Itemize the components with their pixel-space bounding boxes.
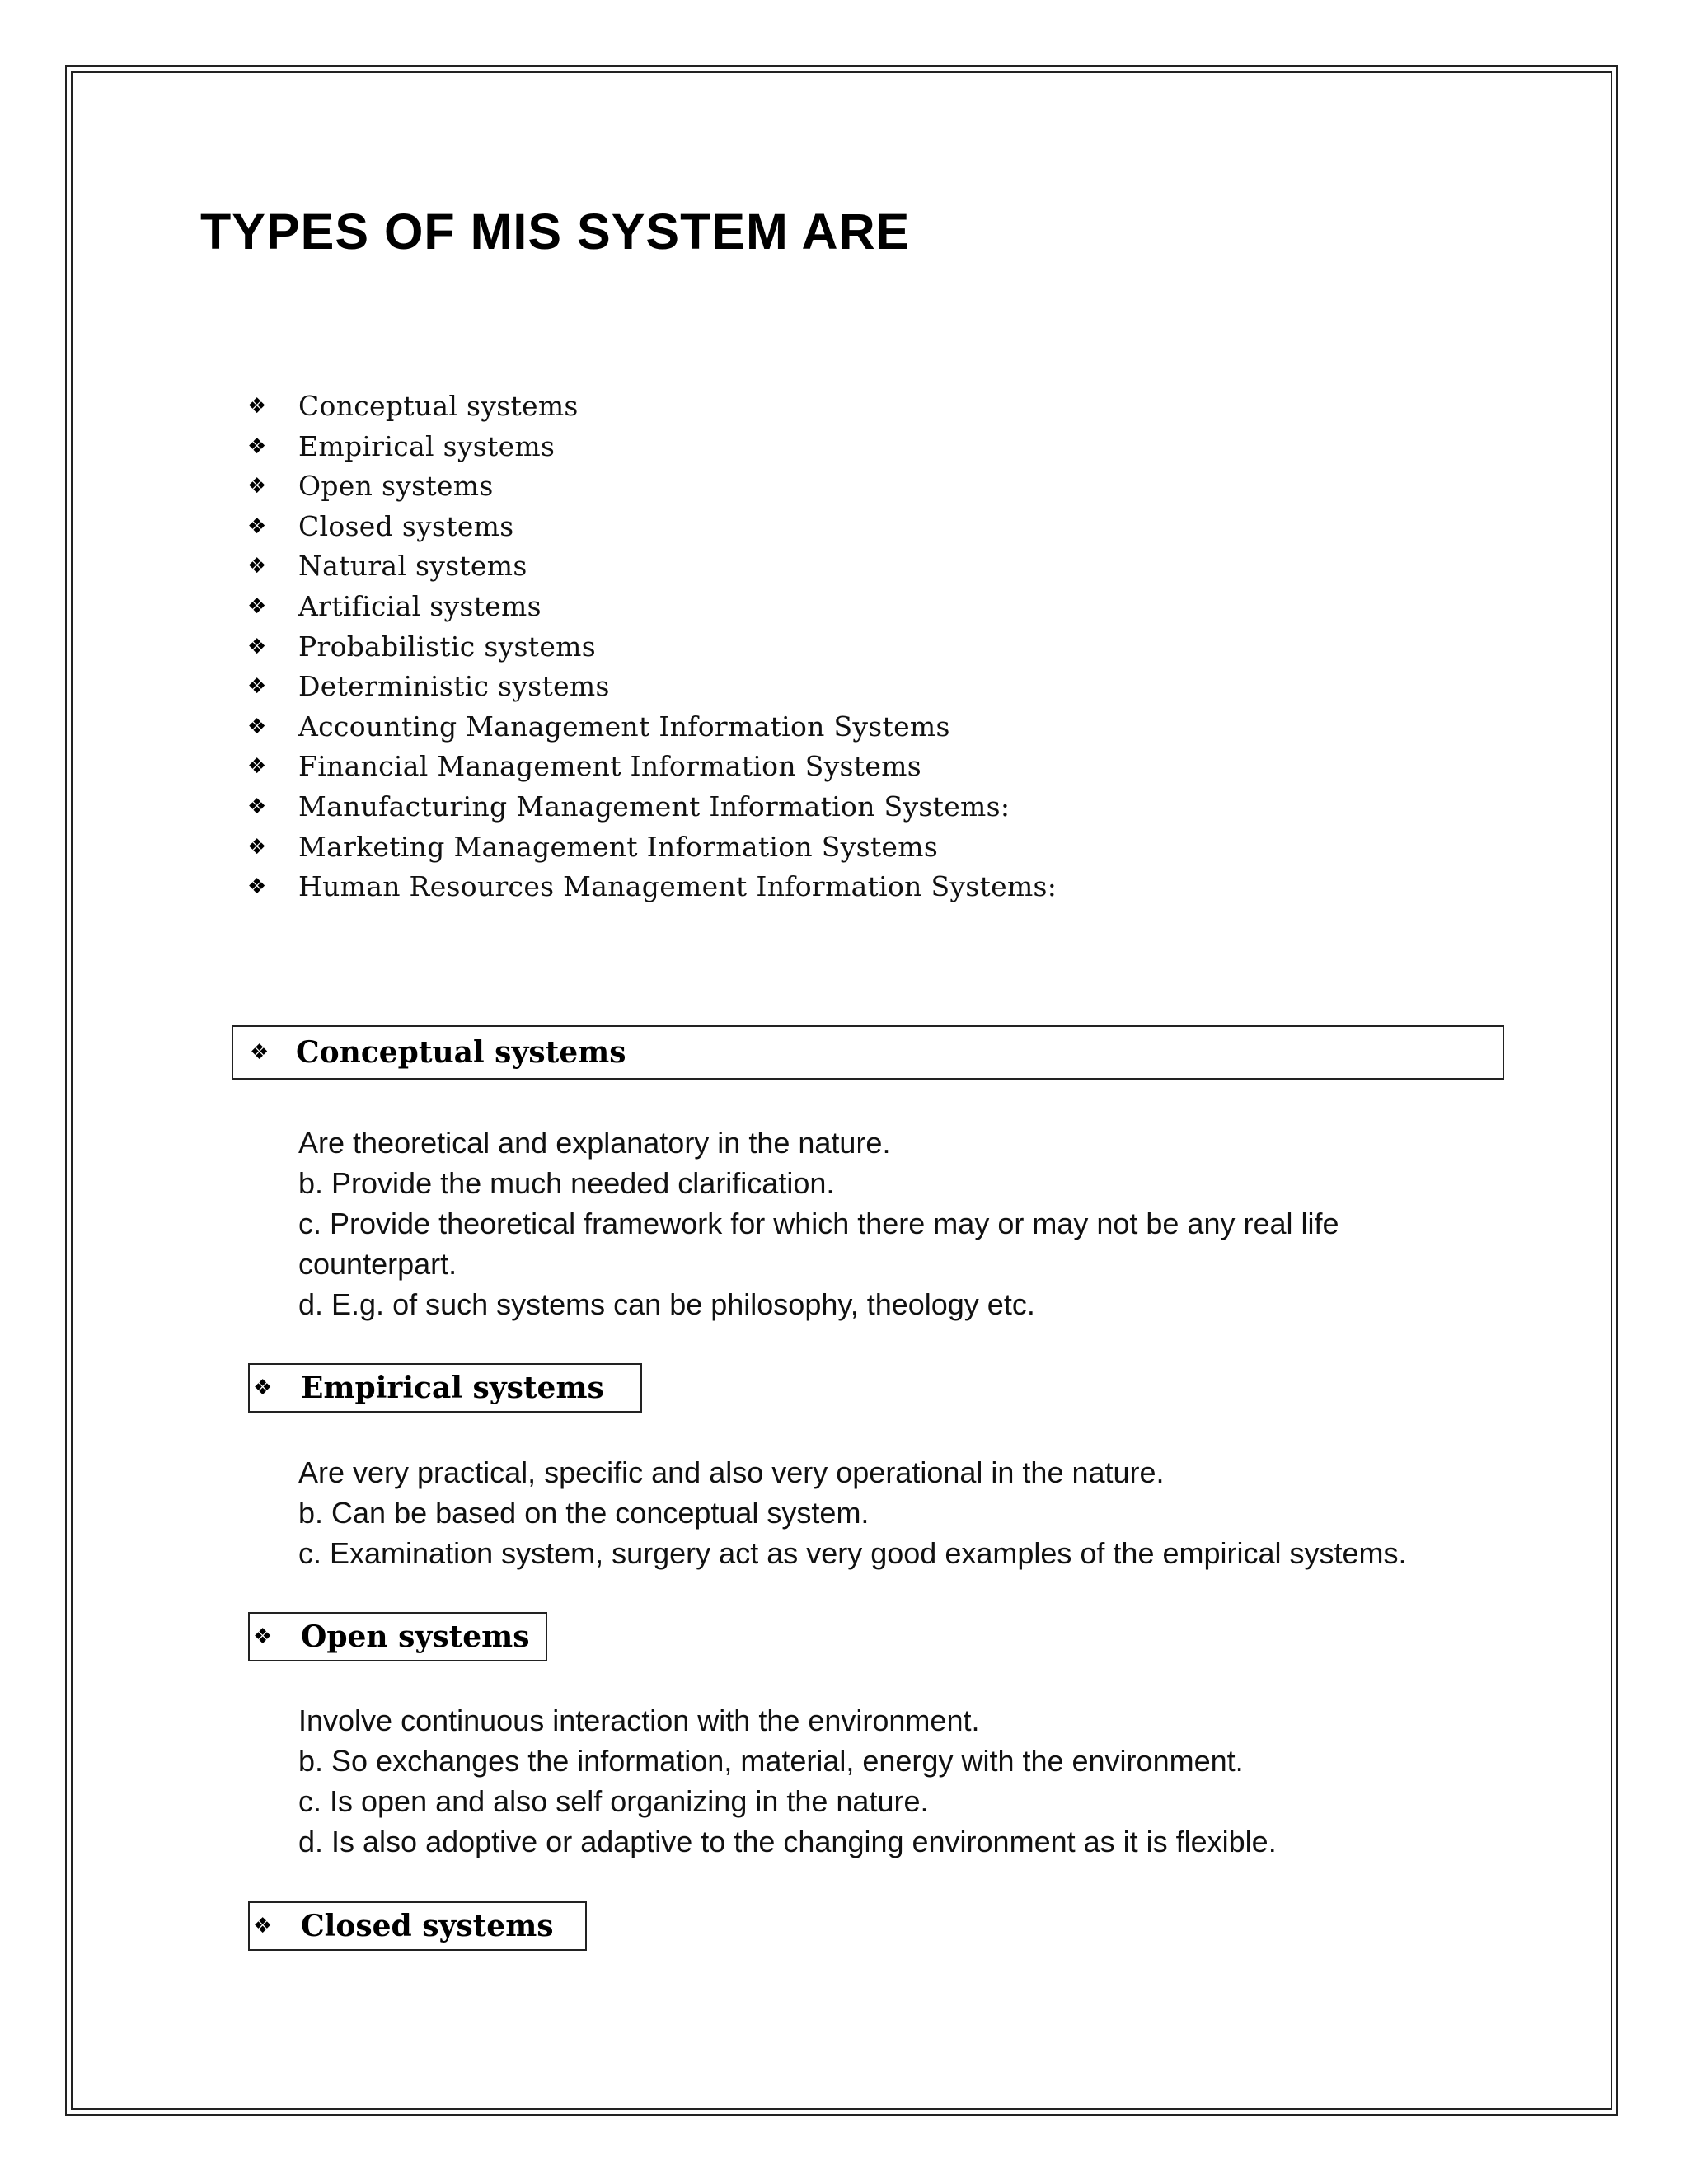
section-line: c. Is open and also self organizing in the nature. — [298, 1784, 929, 1818]
list-item-label: Open systems — [298, 470, 494, 503]
diamond-bullet-icon: ❖ — [253, 1914, 273, 1938]
section-heading-label: Closed systems — [301, 1909, 554, 1943]
section-heading-label: Conceptual systems — [296, 1035, 626, 1070]
list-item — [247, 587, 1057, 627]
section-line: b. Provide the much needed clarification. — [298, 1166, 835, 1200]
diamond-bullet-icon: ❖ — [253, 1376, 273, 1400]
list-item-label: Probabilistic systems — [298, 630, 596, 663]
diamond-bullet-icon: ❖ — [247, 434, 267, 459]
diamond-bullet-icon: ❖ — [247, 794, 267, 819]
diamond-bullet-icon: ❖ — [247, 874, 267, 900]
list-item-label: Human Resources Management Information Systems: — [298, 870, 1057, 903]
list-item — [247, 787, 1057, 827]
section-line: d. Is also adoptive or adaptive to the changing environment as it is flexible. — [298, 1825, 1277, 1858]
diamond-bullet-icon: ❖ — [247, 714, 267, 739]
list-item-label: Natural systems — [298, 550, 528, 583]
diamond-bullet-icon: ❖ — [247, 754, 267, 780]
list-item-label: Closed systems — [298, 509, 514, 542]
diamond-bullet-icon: ❖ — [253, 1624, 273, 1649]
diamond-bullet-icon: ❖ — [247, 834, 267, 860]
list-item — [247, 827, 1057, 868]
section-body-conceptual — [298, 1122, 1493, 1324]
list-item — [247, 507, 1057, 547]
page-title: TYPES OF MIS SYSTEM ARE — [200, 204, 911, 260]
section-line: c. Provide theoretical framework for which there may or may not be any real life counterpart. — [298, 1207, 1339, 1281]
section-line: Are very practical, specific and also very operational in the nature. — [298, 1455, 1165, 1489]
list-item-label: Empirical systems — [298, 429, 556, 462]
diamond-bullet-icon: ❖ — [247, 474, 267, 499]
section-line: Are theoretical and explanatory in the nature. — [298, 1126, 891, 1160]
section-heading-label: Empirical systems — [301, 1371, 604, 1405]
list-item — [247, 546, 1057, 587]
list-item — [247, 667, 1057, 707]
list-item-label: Deterministic systems — [298, 670, 610, 703]
list-item-label: Financial Management Information Systems — [298, 750, 921, 783]
section-line: d. E.g. of such systems can be philosophy, theology etc. — [298, 1287, 1035, 1321]
list-item — [247, 627, 1057, 668]
list-item-label: Marketing Management Information Systems — [298, 830, 939, 863]
section-line: b. Can be based on the conceptual system. — [298, 1496, 870, 1530]
diamond-bullet-icon: ❖ — [247, 513, 267, 539]
list-item-label: Manufacturing Management Information Systems: — [298, 790, 1010, 823]
list-item — [247, 387, 1057, 427]
section-line: c. Examination system, surgery act as very good examples of the empirical systems. — [298, 1536, 1407, 1570]
section-body-empirical — [298, 1452, 1493, 1573]
diamond-bullet-icon: ❖ — [250, 1040, 270, 1065]
diamond-bullet-icon: ❖ — [247, 593, 267, 619]
diamond-bullet-icon: ❖ — [247, 394, 267, 419]
section-line: Involve continuous interaction with the environment. — [298, 1704, 980, 1737]
diamond-bullet-icon: ❖ — [247, 634, 267, 659]
section-heading-empirical — [248, 1363, 642, 1413]
section-heading-conceptual — [232, 1025, 1504, 1080]
list-item — [247, 867, 1057, 907]
section-body-open — [298, 1700, 1493, 1862]
system-types-list — [247, 387, 1057, 907]
section-heading-label: Open systems — [301, 1619, 530, 1654]
list-item — [247, 466, 1057, 507]
list-item-label: Conceptual systems — [298, 390, 579, 422]
list-item-label: Accounting Management Information Systems — [298, 710, 950, 743]
diamond-bullet-icon: ❖ — [247, 554, 267, 579]
list-item — [247, 707, 1057, 748]
diamond-bullet-icon: ❖ — [247, 674, 267, 700]
section-heading-open — [248, 1612, 547, 1661]
list-item — [247, 427, 1057, 467]
list-item — [247, 747, 1057, 787]
section-line: b. So exchanges the information, material, energy with the environment. — [298, 1744, 1244, 1778]
section-heading-closed — [248, 1901, 587, 1951]
list-item-label: Artificial systems — [298, 589, 542, 622]
